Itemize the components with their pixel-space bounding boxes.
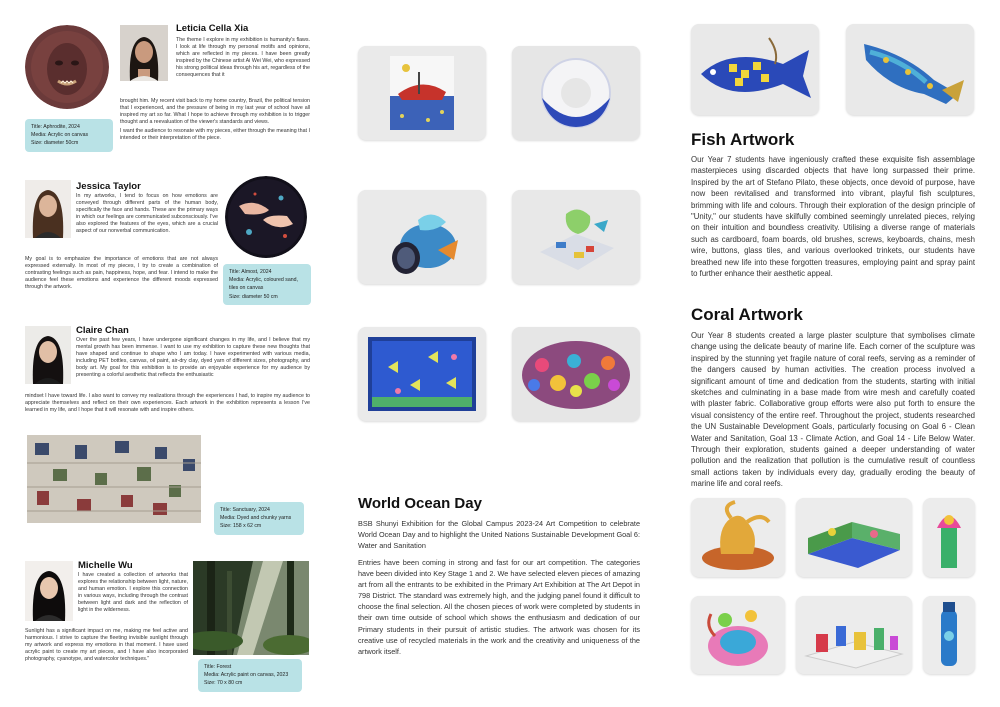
coral-artwork-photo	[796, 498, 912, 577]
artwork-photo	[512, 327, 640, 421]
artist-name: Leticia Cella Xia	[176, 23, 249, 34]
portrait-michelle	[25, 561, 73, 621]
artist-bio: The theme I explore in my exhibition is humanity's flaws. I look at life through my personal motifs and opinions, which are reflected in my pieces. I have been greatly inspired by the Chinese artist Ai Wei Wei, who expressed his strong political ideas through his art, regardless of the consequences that it	[176, 37, 310, 79]
artwork-photo	[512, 46, 640, 140]
artwork-aphrodite	[25, 25, 109, 109]
artwork-photo	[512, 190, 640, 284]
artist-name: Jessica Taylor	[76, 181, 141, 192]
artwork-photo	[358, 327, 486, 421]
artwork-caption: Title: Sanctuary, 2024 Media: Dyed and chunky yarns Size: 158 x 62 cm	[214, 502, 304, 535]
fish-artwork-photo	[691, 24, 819, 115]
artist-bio-continued: My goal is to emphasize the importance of emotions that are not always expressed externally. In most of my pieces, I try to create a combination of contrasting feelings such as pain, happiness, hope, and fear. I intend to make the audience feel these emotions and experience the different moods expressed through the artwork.	[25, 256, 218, 291]
world-ocean-day-title: World Ocean Day	[358, 495, 482, 512]
artwork-almost	[225, 176, 307, 258]
artwork-photo	[358, 46, 486, 140]
artwork-photo	[358, 190, 486, 284]
portrait-leticia	[120, 25, 168, 81]
artist-bio-continued: Sunlight has a significant impact on me, making me feel active and harmonious. I strive to capture the fleeting invisible sunlight through my artwork and express my emotions in that moment. I have used acrylic paint to create my art pieces, and I have also incorporated photography, cyanotype, and watercolor techniques."	[25, 628, 188, 663]
coral-artwork-photo	[796, 596, 912, 674]
artwork-caption: Title: Aphrodite, 2024 Media: Acrylic on canvas Size: diameter 50cm	[25, 119, 113, 152]
coral-artwork-photo	[691, 498, 785, 577]
world-ocean-day-intro: BSB Shunyi Exhibition for the Global Campus 2023-24 Art Competition to celebrate World Ocean Day and to highlight the United Nations Sustainable Development Goal 6: Water and Sanitation	[358, 519, 640, 550]
artist-name: Claire Chan	[76, 325, 129, 336]
artwork-sanctuary	[25, 429, 203, 529]
portrait-jessica	[25, 180, 71, 238]
artist-bio-continued: mindset I have toward life. I also want to convey my realizations through the experiences I had, to inspire my audience to appreciate themselves and reflect on their own experiences. Each artwork in the exhibition represents a lesson I've learned in my life, and I hope that it will resonate with and inspire others.	[25, 393, 310, 414]
artwork-caption: Title: Almost, 2024 Media: Acrylic, coloured sand, tiles on canvas Size: diameter 50 cm	[223, 264, 311, 305]
artist-bio: Over the past few years, I have undergone significant changes in my life, and I believe that my mental growth has been immense. I want to use my exhibition to capture these new thoughts that have shaped and continue to shape who I am today. I have experimented with various media, including PET bottles, canvas, oil paint, air-dry clay, dyed yarn of different sizes, photography, and body art. My goal for this exhibition is to provide an enjoyable experience for my audience by presenting a colorful aesthetic that reflects the enthusiastic	[76, 337, 310, 379]
fish-artwork-title: Fish Artwork	[691, 130, 795, 149]
coral-artwork-photo	[923, 596, 975, 674]
fish-artwork-body: Our Year 7 students have ingeniously crafted these exquisite fish assemblage masterpieces using discarded objects that have long surpassed their prime. Inspired by the art of Stefano Pilato, these objects, once devoid of purpose, have now been revitalised and transformed into vibrant, playful fish sculptures, brimming with life and colours. Through their exploration of the design principle of "Unity," our students have skilfully combined seemingly unrelated pieces, relying on their intuition and boundless creativity. Utilising a diverse range of materials such as cardboard, foam boards, old brushes, screws, keyboards, chains, mesh wire, buttons, glass tiles, and various overlooked trinkets, our students have breathed new life into these forgotten treasures, employing paint and spray paint to further enhance their aesthetic appeal.	[691, 155, 975, 279]
world-ocean-day-body: Entries have been coming in strong and fast for our art competition. The categories have been divided into Key Stage 1 and 2. We have selected eleven pieces of amazing art from all the entrants to be exhibited in the Primary Art Exhibition at The Art Depot in 798 District. The standard was extremely high, and the judging panel found it difficult to choose the final selection. All the chosen pieces of work were completed by students in their own time outside of school which shows the enthusiasm and dedication of our Primary students in their pursuit of artistic studies. The artwork was chosen for its creative use of recycled materials in the work and the creativity and uniqueness of the artwork itself.	[358, 558, 640, 656]
coral-artwork-title: Coral Artwork	[691, 305, 803, 324]
coral-artwork-body: Our Year 8 students created a large plaster sculpture that symbolises climate change using the delicate beauty of marine life. Each corner of the sculpture was inspired by the stunning yet fragile nature of coral reefs, serving as a reminder of the dangers caused by human activities. The creation process involved a significant amount of time and dedication from the students, starting with initial sketches and culminating in a base made from wire mesh and carefully coated with plaster fabric. Collaborative group efforts were also put forth to ensure the visual consistency of the entire reef. Throughout the project, students researched the UN Sustainable Development Goals, particularly focusing on Goal 6 - Clean Water and Sanitation, Goal 13 - Climate Action, and Goal 14 - Life Below Water. Through their exploration, students gained a deeper understanding of water pollution and the realization that pollution is the cumulative result of countless small actions taken by individuals every day, gradually eroding the beauty of marine life and coral reefs.	[691, 331, 975, 489]
artist-bio-continued: brought him. My recent visit back to my home country, Brazil, the political tension that I experienced, and the pressure of being in my last year of school have all inspired my art so far. What I hope to achieve through my exhibition is to trigger thought and a reevaluation of the viewer's standards and views. I want the audience to resonate with my pieces, either through the meaning that I intended or their interpretation of the piece.	[120, 98, 310, 141]
artist-name: Michelle Wu	[78, 560, 133, 571]
coral-artwork-photo	[923, 498, 975, 577]
portrait-claire	[25, 326, 71, 384]
coral-artwork-photo	[691, 596, 785, 674]
fish-artwork-photo	[846, 24, 974, 115]
artwork-forest	[193, 561, 309, 655]
artist-bio: In my artworks, I tend to focus on how emotions are conveyed through different parts of the human body, specifically the face and hands. These are the primary ways in which our feelings are communicated subconsciously. I've also explored the features of the eyes, which are a crucial aspect of our nonverbal communication.	[76, 193, 218, 235]
artist-bio: I have created a collection of artworks that explores the relationship between light, nature, and human emotion. I explore this connection in various ways, including through the contrast between light and dark and the reflection of light in the wilderness.	[78, 572, 188, 614]
artwork-caption: Title: Forest Media: Acrylic paint on canvas, 2023 Size: 70 x 80 cm	[198, 659, 302, 692]
